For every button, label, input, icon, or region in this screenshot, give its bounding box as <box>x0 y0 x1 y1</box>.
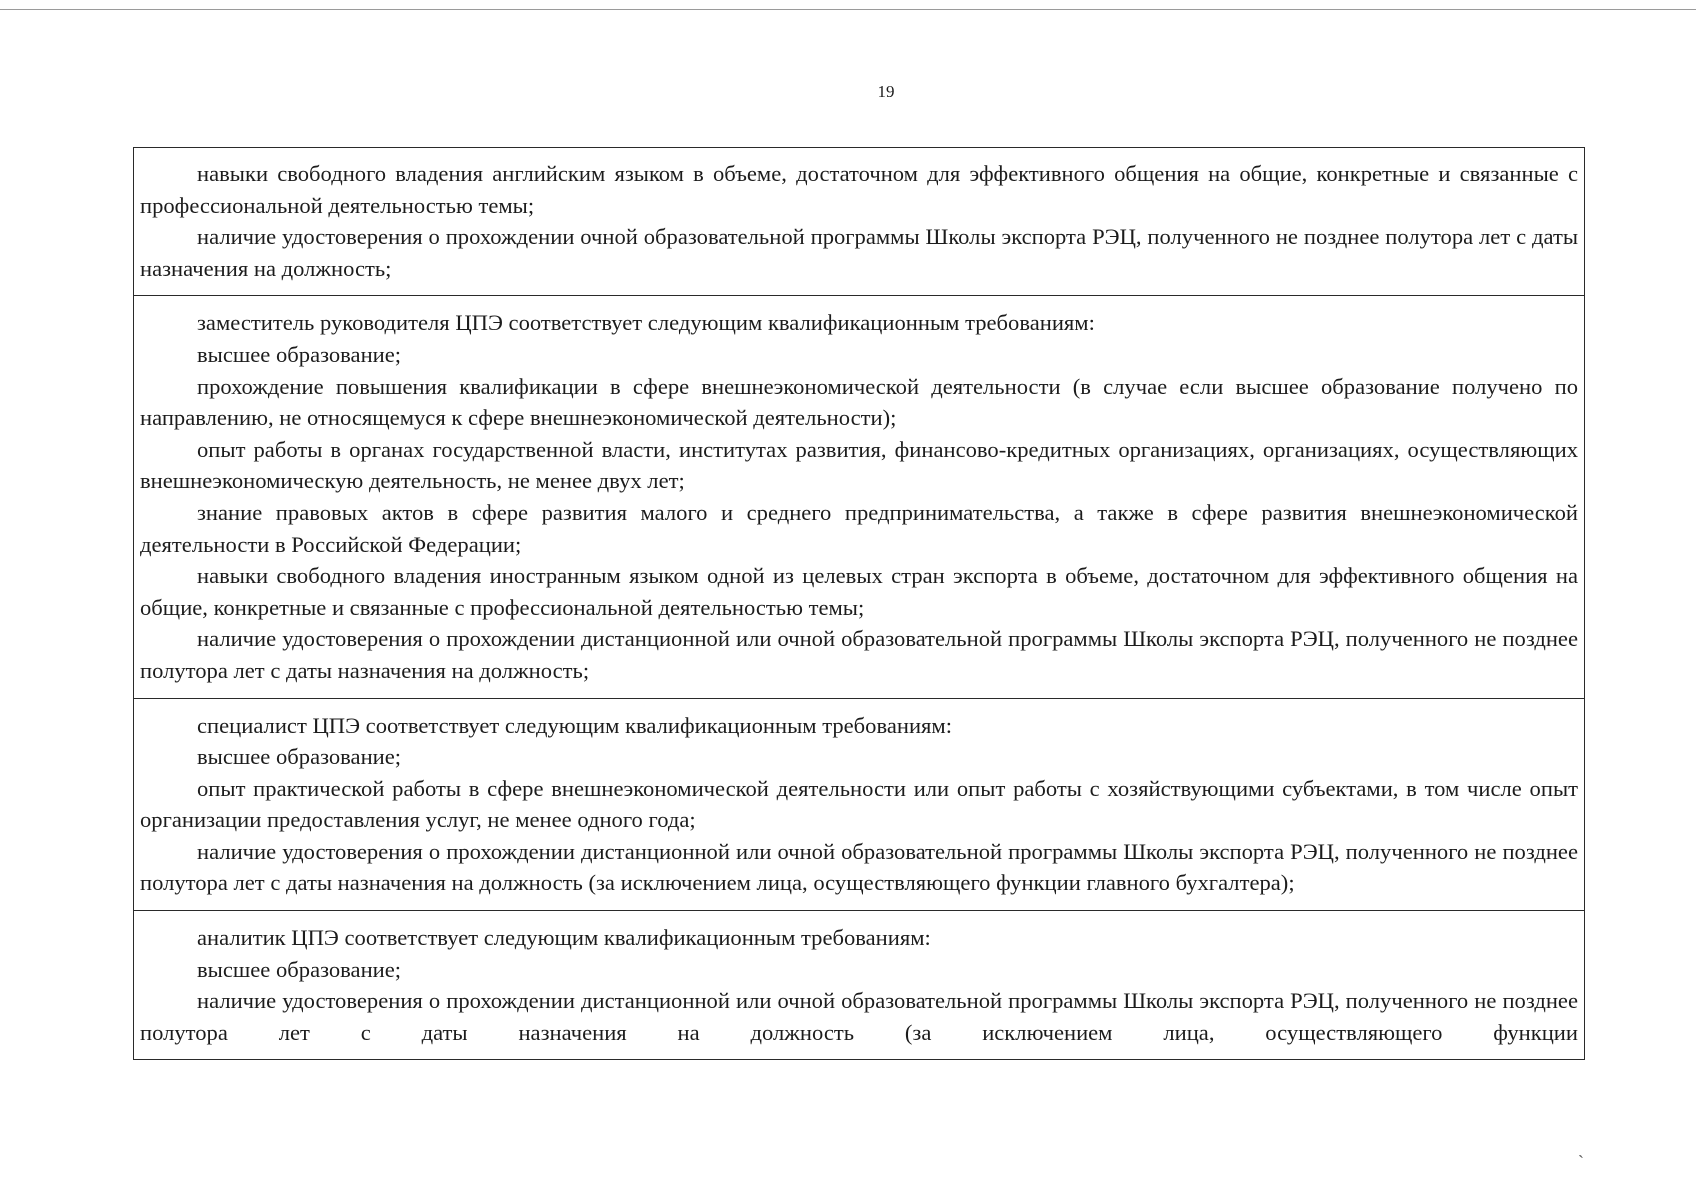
scan-mark: ˎ <box>1578 1138 1584 1158</box>
paragraph: высшее образование; <box>197 341 402 367</box>
requirements-table <box>133 147 1585 1060</box>
paragraph: опыт работы в органах государственной власти, институтах развития, финансово-кредитных организациях, организациях, осуществляющих внешнеэкономическую деятельность, не менее двух лет; <box>140 436 1578 494</box>
paragraph: навыки свободного владения иностранным языком одной из целевых стран экспорта в объеме, достаточном для эффективного общения на общие, конкретные и связанные с профессиональной деятельностью темы; <box>140 563 1578 620</box>
paragraph: заместитель руководителя ЦПЭ соответствует следующим квалификационным требованиям: <box>197 310 1095 336</box>
scan-top-edge <box>0 9 1696 10</box>
paragraph: опыт практической работы в сфере внешнеэкономической деятельности или опыт работы с хозяйствующими субъектами, в том числе опыт организации предоставления услуг, не менее одного года; <box>140 775 1578 833</box>
page-number: 19 <box>877 82 895 101</box>
paragraph: наличие удостоверения о прохождении дистанционной или очной образовательной программы Школы экспорта РЭЦ, полученного не позднее полутора лет с даты назначения на должность (за исключением лица, осуществляющего функции главного бухгалтера); <box>140 838 1578 896</box>
paragraph: аналитик ЦПЭ соответствует следующим квалификационным требованиям: <box>197 925 931 951</box>
table-cell-analyst <box>134 910 1584 1059</box>
paragraph: наличие удостоверения о прохождении дистанционной или очной образовательной программы Школы экспорта РЭЦ, полученного не позднее полутора лет с даты назначения на должность (за исключением лица, осуществляющего функции <box>140 988 1578 1045</box>
paragraph: знание правовых актов в сфере развития малого и среднего предпринимательства, а также в сфере развития внешнеэкономической деятельности в Российской Федерации; <box>140 499 1578 557</box>
table-cell-language-requirements <box>134 148 1584 295</box>
paragraph: высшее образование; <box>197 744 402 770</box>
paragraph: специалист ЦПЭ соответствует следующим квалификационным требованиям: <box>197 712 953 738</box>
paragraph: прохождение повышения квалификации в сфере внешнеэкономической деятельности (в случае если высшее образование получено по направлению, не относящемуся к сфере внешнеэкономической деятельности); <box>140 373 1578 431</box>
paragraph: навыки свободного владения английским языком в объеме, достаточном для эффективного общения на общие, конкретные и связанные с профессиональной деятельностью темы; <box>140 161 1578 218</box>
paragraph: высшее образование; <box>197 956 402 982</box>
paragraph: наличие удостоверения о прохождении очной образовательной программы Школы экспорта РЭЦ, полученного не позднее полутора лет с даты назначения на должность; <box>140 224 1578 281</box>
table-cell-specialist <box>134 698 1584 911</box>
table-cell-deputy-head <box>134 295 1584 697</box>
paragraph: наличие удостоверения о прохождении дистанционной или очной образовательной программы Школы экспорта РЭЦ, полученного не позднее полутора лет с даты назначения на должность; <box>140 626 1578 683</box>
